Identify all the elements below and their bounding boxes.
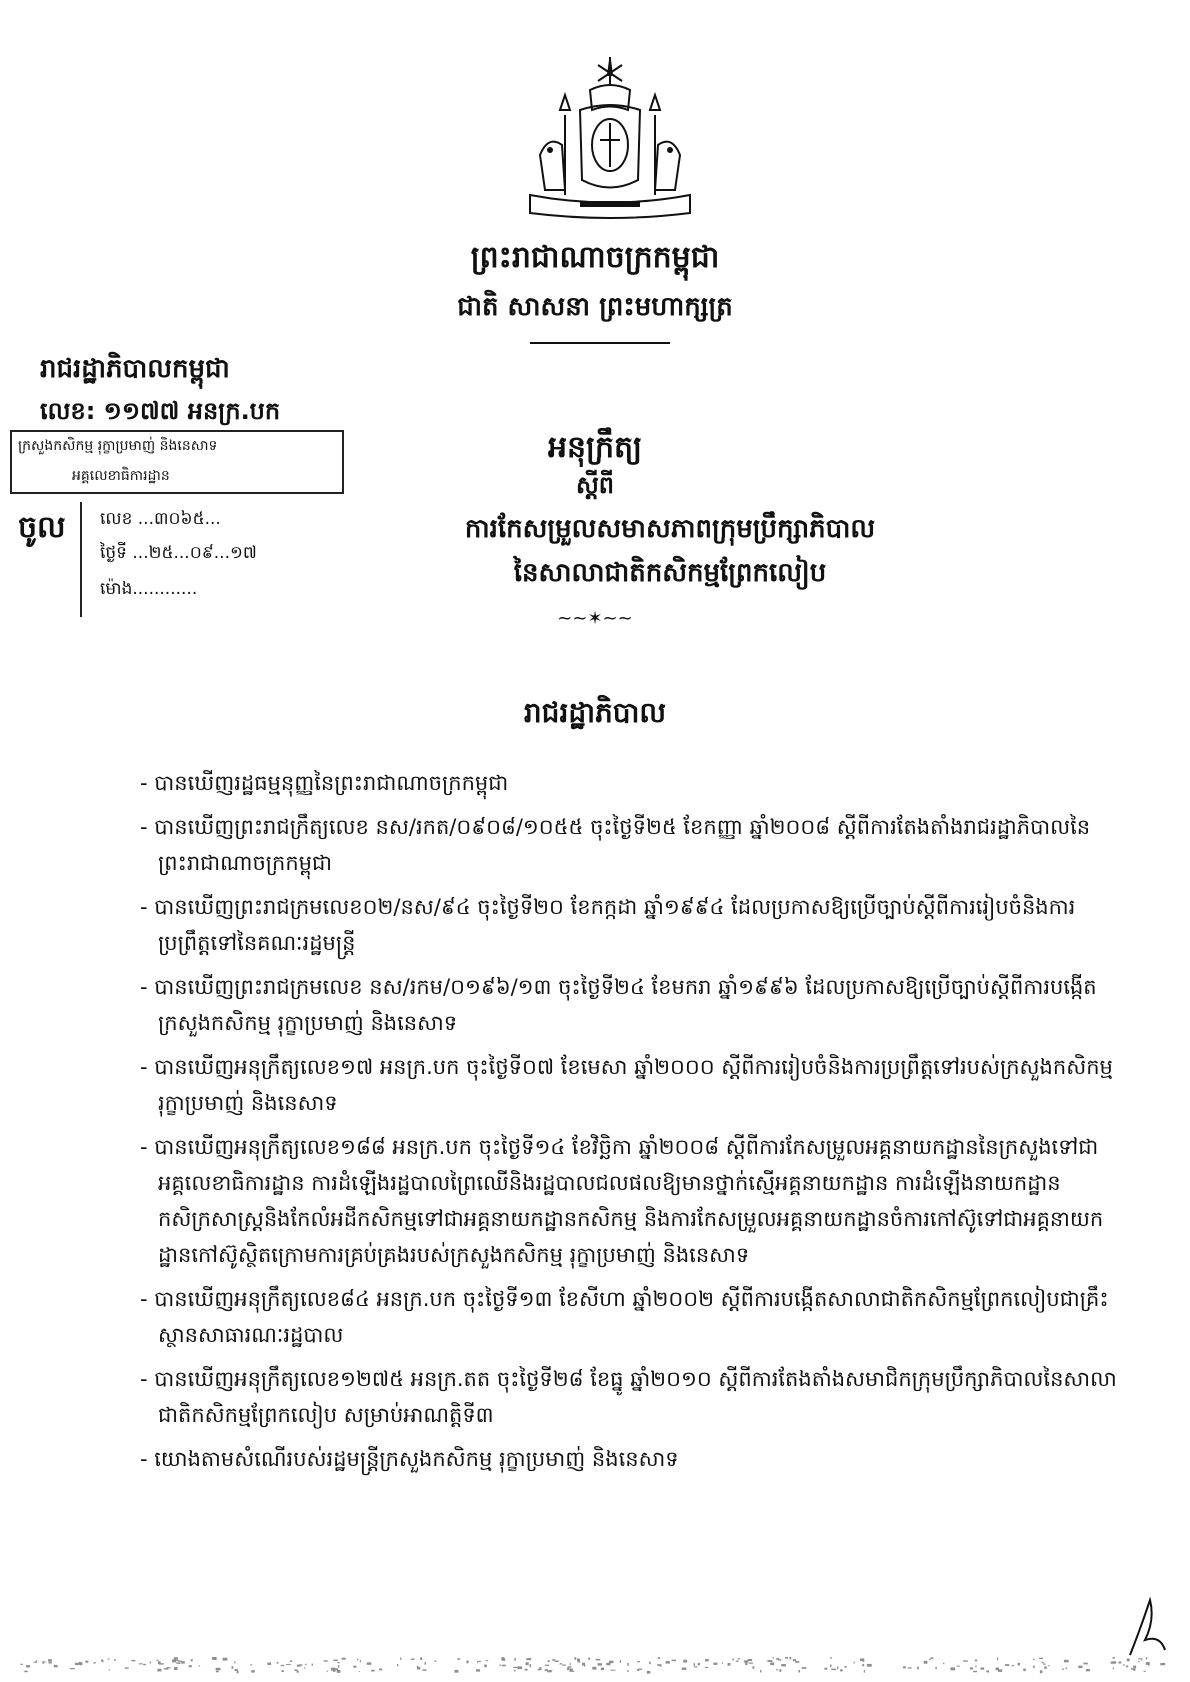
noise-dot <box>713 1663 717 1665</box>
noise-dot <box>666 1661 670 1664</box>
noise-dot <box>1044 1666 1046 1669</box>
noise-dot <box>324 1660 328 1661</box>
noise-dot <box>417 1667 420 1670</box>
noise-dot <box>502 1665 506 1667</box>
noise-dot <box>338 1662 340 1663</box>
noise-dot <box>158 1661 161 1664</box>
noise-dot <box>647 1671 651 1674</box>
noise-dot <box>908 1667 912 1668</box>
noise-dot <box>191 1659 193 1661</box>
noise-dot <box>526 1662 529 1665</box>
noise-dot <box>48 1659 52 1661</box>
noise-dot <box>592 1667 596 1670</box>
noise-dot <box>935 1667 936 1670</box>
noise-dot <box>596 1659 601 1661</box>
noise-dot <box>501 1657 504 1660</box>
noise-dot <box>1133 1666 1136 1668</box>
noise-dot <box>749 1663 753 1664</box>
noise-dot <box>223 1658 228 1661</box>
noise-dot <box>172 1660 176 1663</box>
noise-dot <box>33 1662 37 1663</box>
noise-dot <box>251 1670 254 1673</box>
noise-dot <box>570 1663 571 1666</box>
subject-line-1: ការកែសម្រួលសមាសភាពក្រុមប្រឹក្សាភិបាល <box>464 514 876 544</box>
noise-dot <box>943 1663 944 1664</box>
noise-dot <box>840 1669 842 1671</box>
stamp-time: ម៉ោង............ <box>100 579 198 599</box>
noise-dot <box>454 1670 458 1673</box>
noise-dot <box>627 1670 628 1672</box>
noise-dot <box>290 1660 293 1662</box>
noise-dot <box>466 1661 468 1664</box>
noise-dot <box>1111 1662 1115 1664</box>
noise-dot <box>683 1660 687 1663</box>
noise-dot <box>627 1663 629 1666</box>
noise-dot <box>567 1667 569 1670</box>
noise-dot <box>705 1659 709 1661</box>
noise-dot <box>1148 1664 1149 1667</box>
noise-dot <box>457 1658 460 1660</box>
noise-dot <box>790 1657 792 1659</box>
noise-dot <box>694 1666 697 1667</box>
stamp-ministry: ក្រសួងកសិកម្ម រុក្ខាប្រមាញ់ និងនេសាទ <box>18 438 218 454</box>
noise-dot <box>212 1657 216 1660</box>
noise-dot <box>773 1657 774 1658</box>
royal-coat-of-arms-emblem <box>520 55 700 220</box>
noise-dot <box>738 1658 741 1659</box>
noise-dot <box>79 1662 81 1665</box>
noise-dot <box>338 1665 340 1667</box>
noise-dot <box>43 1662 45 1664</box>
noise-dot <box>478 1661 481 1662</box>
noise-dot <box>694 1663 695 1666</box>
noise-dot <box>930 1657 933 1659</box>
noise-dot <box>598 1663 603 1665</box>
noise-dot <box>333 1660 337 1662</box>
clause-item: - បានឃើញអនុក្រឹត្យលេខ១៨៨ អនក្រ.បក ចុះថ្ងៃទី១៤ ខែវិច្ឆិកា ឆ្នាំ២០០៨ ស្តីពីការកែសម្រួលអគ្គនាយកដ្ឋាននៃក្រសួងទៅជាអគ្គលេខាធិការដ្ឋាន ការដំឡើងរដ្ឋបាលព្រៃឈើនិងរដ្ឋបាលជលផលឱ្យមានថ្នាក់ស្មើអគ្គនាយកដ្ឋាន ការដំឡើងនាយកដ្ឋានកសិក្រសាស្ត្រនិងកែលំអដីកសិកម្មទៅជាអគ្គនាយកដ្ឋានកសិកម្ម និងការកែសម្រួលអគ្គនាយកដ្ឋានចំការកៅស៊ូទៅជាអគ្គនាយកដ្ឋានកៅស៊ូស្ថិតក្រោមការគ្រប់គ្រងរបស់ក្រសួងកសិកម្ម រុក្ខាប្រមាញ់ និងនេសាទ <box>140 1135 1104 1267</box>
noise-dot <box>917 1667 919 1670</box>
noise-dot <box>981 1668 985 1670</box>
noise-dot <box>1042 1662 1044 1664</box>
noise-dot <box>102 1660 104 1662</box>
noise-dot <box>860 1659 864 1662</box>
noise-dot <box>705 1667 708 1668</box>
stamp-date: ថ្ងៃទី ...២៥...០៩...១៧ <box>100 543 257 563</box>
noise-dot <box>568 1666 571 1667</box>
noise-dot <box>862 1664 864 1666</box>
preamble-clauses <box>140 765 1120 1485</box>
noise-dot <box>397 1664 398 1666</box>
noise-dot <box>1113 1668 1114 1670</box>
noise-dot <box>327 1670 328 1672</box>
noise-dot <box>657 1664 661 1666</box>
noise-dot <box>973 1671 977 1672</box>
noise-dot <box>1018 1663 1021 1666</box>
noise-dot <box>125 1667 129 1668</box>
clause-item: - បានឃើញព្រះរាជក្រឹត្យលេខ នស/រកត/០៩០៨/១០៥៥ ចុះថ្ងៃទី២៥ ខែកញ្ញា ឆ្នាំ២០០៨ ស្តីពីការតែងតាំងរាជរដ្ឋាភិបាលនៃព្រះរាជាណាចក្រកម្ពុជា <box>140 815 1091 875</box>
noise-dot <box>94 1662 96 1664</box>
noise-dot <box>360 1660 361 1662</box>
noise-dot <box>400 1657 401 1660</box>
noise-dot <box>174 1657 178 1660</box>
noise-dot <box>235 1669 238 1671</box>
noise-dot <box>975 1665 976 1667</box>
noise-dot <box>286 1664 291 1665</box>
noise-dot <box>562 1665 566 1666</box>
noise-dot <box>1126 1666 1128 1668</box>
handwritten-initial-mark <box>1120 1590 1170 1660</box>
noise-dot <box>997 1657 998 1660</box>
noise-dot <box>950 1667 955 1670</box>
noise-dot <box>831 1669 836 1671</box>
noise-dot <box>1113 1657 1115 1659</box>
noise-dot <box>778 1659 782 1660</box>
noise-dot <box>420 1657 422 1660</box>
noise-dot <box>114 1659 116 1661</box>
noise-dot <box>526 1658 531 1660</box>
noise-dot <box>1119 1662 1122 1664</box>
noise-dot <box>1146 1657 1147 1659</box>
noise-dot <box>611 1670 616 1671</box>
noise-dot <box>26 1665 30 1667</box>
noise-dot <box>20 1664 23 1665</box>
noise-dot <box>549 1670 553 1671</box>
title-ornament: ~~✶~~ <box>557 608 633 629</box>
noise-dot <box>802 1667 807 1669</box>
noise-dot <box>353 1666 356 1668</box>
noise-dot <box>277 1662 279 1664</box>
noise-dot <box>760 1670 761 1672</box>
noise-dot <box>379 1668 382 1670</box>
noise-dot <box>297 1665 301 1667</box>
noise-dot <box>514 1670 516 1671</box>
noise-dot <box>575 1657 577 1660</box>
noise-dot <box>767 1660 772 1662</box>
noise-dot <box>337 1670 341 1673</box>
noise-dot <box>371 1670 374 1672</box>
noise-dot <box>682 1668 687 1670</box>
noise-dot <box>728 1663 731 1666</box>
noise-dot <box>232 1666 234 1669</box>
noise-dot <box>830 1657 832 1659</box>
noise-dot <box>698 1663 700 1666</box>
noise-dot <box>970 1667 973 1669</box>
noise-dot <box>54 1665 58 1667</box>
motto-divider <box>530 342 670 344</box>
clause-item: - បានឃើញអនុក្រឹត្យលេខ៨៤ អនក្រ.បក ចុះថ្ងៃទី១៣ ខែសីហា ឆ្នាំ២០០២ ស្តីពីការបង្កើតសាលាជាតិកសិកម្មព្រែកលៀបជាគ្រឹះស្ថានសាធារណៈរដ្ឋបាល <box>140 1287 1109 1347</box>
noise-dot <box>199 1665 200 1666</box>
noise-dot <box>1040 1670 1043 1673</box>
noise-dot <box>1131 1668 1136 1670</box>
noise-dot <box>798 1670 800 1673</box>
noise-dot <box>423 1669 427 1671</box>
noise-dot <box>957 1666 960 1667</box>
noise-dot <box>1078 1666 1082 1668</box>
noise-dot <box>560 1663 563 1664</box>
noise-dot <box>672 1660 676 1662</box>
noise-dot <box>282 1670 284 1672</box>
noise-dot <box>1043 1664 1046 1665</box>
noise-dot <box>903 1666 906 1668</box>
scan-noise-strip <box>0 1655 1190 1675</box>
noise-dot <box>143 1664 146 1665</box>
noise-dot <box>606 1663 610 1666</box>
noise-dot <box>864 1670 865 1673</box>
clause-item: - បានឃើញអនុក្រឹត្យលេខ១៧ អនក្រ.បក ចុះថ្ងៃទី០៧ ខែមេសា ឆ្នាំ២០០០ ស្តីពីការរៀបចំនិងការប្រព្រឹត្តទៅរបស់ក្រសួងកសិកម្ម រុក្ខាប្រមាញ់ និងនេសាទ <box>140 1055 1113 1115</box>
noise-dot <box>1133 1670 1135 1671</box>
noise-dot <box>234 1661 235 1663</box>
issuer-name: រាជរដ្ឋាភិបាលកម្ពុជា <box>40 354 230 384</box>
noise-dot <box>770 1663 774 1666</box>
noise-dot <box>793 1659 796 1661</box>
noise-dot <box>157 1669 161 1672</box>
stamp-number: លេខ ...៣០៦៥... <box>100 509 221 529</box>
noise-dot <box>166 1667 170 1668</box>
noise-dot <box>570 1669 573 1672</box>
noise-dot <box>637 1669 639 1671</box>
noise-dot <box>359 1671 360 1672</box>
noise-dot <box>304 1668 305 1669</box>
noise-dot <box>425 1662 426 1665</box>
noise-dot <box>139 1663 143 1664</box>
noise-dot <box>1033 1666 1035 1669</box>
noise-dot <box>217 1668 221 1670</box>
document-type: អនុក្រឹត្យ <box>547 430 643 465</box>
about-label: ស្តីពី <box>575 471 615 499</box>
noise-dot <box>267 1663 271 1666</box>
noise-dot <box>929 1659 931 1660</box>
noise-dot <box>514 1658 515 1661</box>
stamp-incoming-mark: ចូល <box>18 510 66 545</box>
noise-dot <box>357 1659 359 1660</box>
noise-dot <box>1144 1671 1146 1672</box>
noise-dot <box>620 1660 621 1663</box>
noise-dot <box>986 1670 989 1672</box>
noise-dot <box>776 1669 778 1670</box>
stamp-bracket <box>80 502 98 617</box>
noise-dot <box>156 1660 158 1661</box>
noise-dot <box>1048 1665 1049 1666</box>
noise-dot <box>333 1670 336 1671</box>
noise-dot <box>342 1658 346 1660</box>
noise-dot <box>281 1665 284 1666</box>
noise-dot <box>70 1668 75 1669</box>
noise-dot <box>854 1662 855 1664</box>
noise-dot <box>601 1668 604 1671</box>
noise-dot <box>845 1666 847 1668</box>
noise-dot <box>216 1671 219 1673</box>
clause-item: - បានឃើញព្រះរាជក្រមលេខ នស/រកម/០១៩៦/១៣ ចុះថ្ងៃទី២៤ ខែមករា ឆ្នាំ១៩៩៦ ដែលប្រកាសឱ្យប្រើច្បាប់ស្តីពីការបង្កើតក្រសួងកសិកម្ម រុក្ខាប្រមាញ់ និងនេសាទ <box>140 975 1097 1035</box>
noise-dot <box>499 1665 501 1666</box>
noise-dot <box>476 1669 480 1671</box>
noise-dot <box>1123 1664 1124 1666</box>
reference-number: លេខ: ១១៧៧ អនក្រ.បក <box>40 397 281 425</box>
noise-dot <box>250 1664 252 1665</box>
noise-dot <box>176 1662 180 1664</box>
noise-dot <box>825 1668 828 1670</box>
noise-dot <box>1138 1658 1142 1659</box>
noise-dot <box>1062 1668 1063 1670</box>
noise-dot <box>1064 1660 1069 1663</box>
noise-dot <box>795 1661 799 1663</box>
noise-dot <box>484 1665 487 1668</box>
kingdom-title: ព្រះរាជាណាចក្រកម្ពុជា <box>470 240 720 275</box>
noise-dot <box>779 1669 781 1672</box>
noise-dot <box>658 1657 660 1659</box>
noise-dot <box>367 1662 372 1664</box>
noise-dot <box>150 1662 151 1664</box>
noise-dot <box>297 1670 299 1672</box>
noise-dot <box>24 1671 28 1673</box>
noise-dot <box>548 1660 550 1662</box>
noise-dot <box>830 1665 831 1668</box>
clause-item: - បានឃើញព្រះរាជក្រមលេខ០២/នស/៩៤ ចុះថ្ងៃទី២០ ខែកក្កដា ឆ្នាំ១៩៩៤ ដែលប្រកាសឱ្យប្រើច្បាប់ស្តីពីការរៀបចំនិងការប្រព្រឹត្តទៅនៃគណៈរដ្ឋមន្ត្រី <box>140 895 1076 955</box>
noise-dot <box>1066 1668 1068 1670</box>
subject-line-2: នៃសាលាជាតិកសិកម្មព្រែកលៀប <box>513 558 827 588</box>
noise-dot <box>1160 1663 1165 1665</box>
noise-dot <box>637 1661 639 1663</box>
body-heading: រាជរដ្ឋាភិបាល <box>523 696 667 729</box>
noise-dot <box>530 1665 531 1668</box>
noise-dot <box>744 1660 748 1662</box>
noise-dot <box>1039 1658 1043 1659</box>
noise-dot <box>131 1660 135 1661</box>
noise-dot <box>108 1659 110 1660</box>
noise-dot <box>732 1659 733 1660</box>
noise-dot <box>1012 1665 1014 1666</box>
noise-dot <box>312 1664 313 1666</box>
noise-dot <box>577 1659 580 1662</box>
noise-dot <box>609 1661 614 1663</box>
noise-dot <box>785 1657 788 1659</box>
noise-dot <box>109 1669 110 1670</box>
noise-dot <box>781 1664 786 1666</box>
noise-dot <box>178 1661 182 1662</box>
noise-dot <box>1033 1659 1034 1660</box>
national-motto: ជាតិ សាសនា ព្រះមហាក្សត្រ <box>457 292 733 322</box>
noise-dot <box>1023 1669 1026 1672</box>
noise-dot <box>75 1663 79 1665</box>
noise-dot <box>1138 1661 1139 1662</box>
noise-dot <box>867 1664 872 1667</box>
noise-dot <box>998 1669 1002 1672</box>
noise-dot <box>555 1661 559 1663</box>
noise-dot <box>1084 1663 1088 1665</box>
noise-dot <box>753 1666 755 1669</box>
noise-dot <box>837 1666 838 1669</box>
noise-dot <box>1086 1669 1090 1671</box>
noise-dot <box>736 1661 739 1662</box>
noise-dot <box>411 1659 415 1660</box>
noise-dot <box>975 1660 977 1662</box>
noise-dot <box>164 1668 169 1670</box>
clause-item: - បានឃើញរដ្ឋធម្មនុញ្ញនៃព្រះរាជាណាចក្រកម្ពុជា <box>140 771 509 795</box>
noise-dot <box>582 1663 585 1666</box>
noise-dot <box>963 1660 968 1661</box>
noise-dot <box>513 1667 517 1668</box>
noise-dot <box>517 1666 522 1669</box>
clause-item: - យោងតាមសំណើរបស់រដ្ឋមន្ត្រីក្រសួងកសិកម្ម រុក្ខាប្រមាញ់ និងនេសាទ <box>140 1447 679 1471</box>
noise-dot <box>722 1662 723 1663</box>
noise-dot <box>189 1665 192 1667</box>
noise-dot <box>85 1661 88 1663</box>
noise-dot <box>486 1660 489 1661</box>
noise-dot <box>649 1662 651 1665</box>
noise-dot <box>588 1658 590 1660</box>
noise-dot <box>745 1662 747 1665</box>
noise-dot <box>174 1667 177 1670</box>
noise-dot <box>1141 1660 1143 1661</box>
noise-dot <box>305 1664 306 1665</box>
noise-dot <box>525 1669 528 1671</box>
noise-dot <box>1005 1664 1009 1666</box>
noise-dot <box>334 1668 338 1670</box>
noise-dot <box>545 1665 550 1666</box>
noise-dot <box>537 1669 540 1670</box>
noise-dot <box>49 1662 52 1664</box>
noise-dot <box>434 1661 436 1662</box>
noise-dot <box>924 1661 928 1664</box>
clause-item: - បានឃើញអនុក្រឹត្យលេខ១២៧៥ អនក្រ.តត ចុះថ្ងៃទី២៨ ខែធ្នូ ឆ្នាំ២០១០ ស្តីពីការតែងតាំងសមាជិកក្រុមប្រឹក្សាភិបាលនៃសាលាជាតិកសិកម្មព្រែកលៀប សម្រាប់អាណត្តិទី៣ <box>140 1367 1117 1427</box>
stamp-department: អគ្គលេខាធិការដ្ឋាន <box>72 468 170 484</box>
noise-dot <box>1127 1659 1130 1662</box>
